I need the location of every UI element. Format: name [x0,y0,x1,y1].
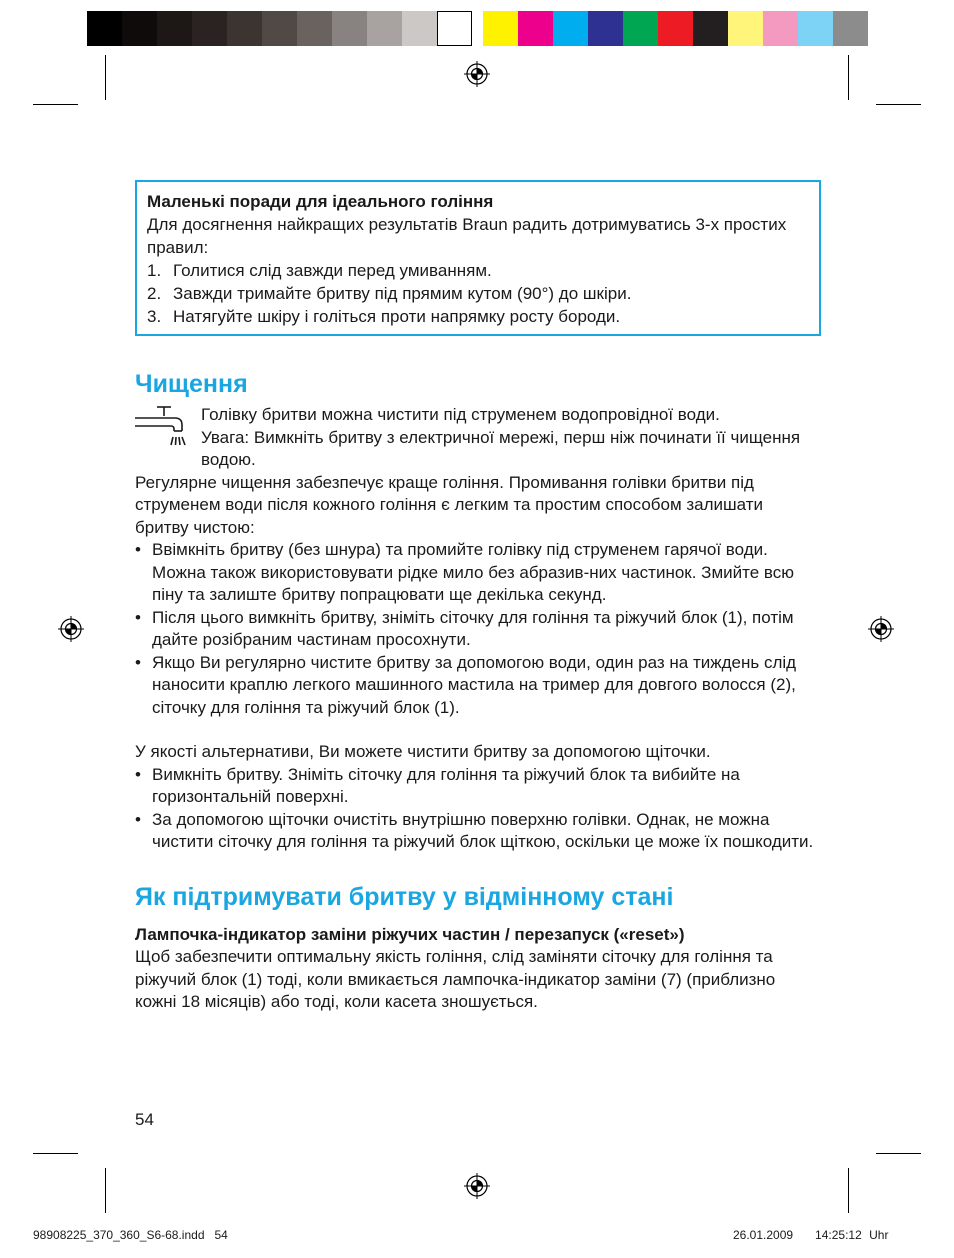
cleaning-heading: Чищення [135,370,248,398]
color-swatch [122,11,157,46]
color-swatch [227,11,262,46]
color-swatch [553,11,588,46]
color-swatch [518,11,553,46]
water-tap-icon [135,404,189,452]
color-swatch [192,11,227,46]
rule-number: 1. [147,261,162,280]
tap-text: Голівку бритви можна чистити під струменем водопровідної води. [201,405,720,424]
list-item-text: Ввімкніть бритву (без шнура) та промийте голівку під струменем гарячої води. Можна також використовувати рідке мило без абразив-них частинок. Змийте всю піну та залиште бритву попрацювати ще декілька секунд. [152,540,794,604]
list-item [135,652,821,720]
color-swatch [728,11,763,46]
tips-intro: Для досягнення найкращих результатів Braun радить дотримуватись 3-х простих правил: [147,215,787,257]
color-swatch [588,11,623,46]
list-item [135,539,821,607]
registration-mark-icon [58,616,84,642]
color-swatch [798,11,833,46]
color-swatch [402,11,437,46]
bullet-icon: • [135,540,141,559]
list-item-text: Після цього вимкніть бритву, зніміть сіточку для гоління та ріжучий блок (1), потім дайте розібраним частинам просохнути. [152,607,794,649]
tips-rule [147,259,809,282]
color-swatch [262,11,297,46]
color-swatch [157,11,192,46]
maintenance-text: Щоб забезпечити оптимальну якість гоління, слід заміняти сіточку для гоління та ріжучий блок (1) тоді, коли вмикається лампочка-індикатор заміни (7) (приблизно кожні 18 місяців) або тоді, коли касета зношується. [135,947,776,1011]
color-swatch [658,11,693,46]
tips-rule [147,305,809,328]
cleaning-intro: Регулярне чищення забезпечує краще гоління. Промивання голівки бритви під струменем води після кожного гоління є легким та простим способом залишати бритву чистою: [135,472,764,537]
color-swatch [297,11,332,46]
page-content [135,180,821,1014]
registration-mark-icon [464,61,490,87]
tips-rule [147,282,809,305]
list-item [135,809,821,854]
color-swatch [763,11,798,46]
list-item-text: За допомогою щіточки очистіть внутрішню поверхню голівки. Однак, не можна чистити сіточку для гоління та ріжучий блок щіткою, оскільки це може їх пошкодити. [152,809,814,851]
shaving-tips-box [135,180,821,336]
bullet-icon: • [135,652,141,672]
color-swatch [367,11,402,46]
color-swatch [437,11,472,46]
page-number: 54 [135,1110,154,1129]
list-item [135,607,821,652]
gray-calibration-bar [87,11,472,46]
rule-text: Голитися слід завжди перед умиванням. [173,261,492,280]
bullet-icon: • [135,764,141,784]
registration-mark-icon [464,1173,490,1199]
color-calibration-bar [483,11,868,46]
rule-number: 2. [147,284,162,303]
registration-mark-icon [868,616,894,642]
color-swatch [623,11,658,46]
maintenance-heading: Як підтримувати бритву у відмінному стані [135,882,674,911]
tap-instruction [135,404,821,472]
maintenance-subtitle: Лампочка-індикатор заміни ріжучих частин / перезапуск («reset») [135,924,685,944]
color-swatch [833,11,868,46]
rule-text: Натягуйте шкіру і голіться проти напрямку росту бороди. [173,307,621,326]
bullet-icon: • [135,809,141,829]
rule-text: Завжди тримайте бритву під прямим кутом (90°) до шкіри. [173,284,632,303]
footer-timestamp: 26.01.2009 14:25:12 Uhr [733,1228,889,1242]
cleaning-alternative: У якості альтернативи, Ви можете чистити бритву за допомогою щіточки. [135,742,711,761]
list-item-text: Якщо Ви регулярно чистите бритву за допомогою води, один раз на тиждень слід наносити краплю легкого машинного мастила на тример для довгого волосся (2), сіточку для гоління та ріжучий блок (1). [152,652,797,717]
color-swatch [483,11,518,46]
list-item-text: Вимкніть бритву. Зніміть сіточку для гоління та ріжучий блок та вибийте на горизонтальній поверхні. [152,764,740,806]
color-swatch [693,11,728,46]
list-item [135,764,821,809]
color-swatch [332,11,367,46]
color-swatch [87,11,122,46]
tips-title: Маленькі поради для ідеального гоління [147,192,494,211]
tap-warning: Увага: Вимкніть бритву з електричної мережі, перш ніж починати її чищення водою. [201,427,801,469]
footer-file-info: 98908225_370_360_S6-68.indd 54 [33,1228,228,1242]
bullet-icon: • [135,607,141,627]
rule-number: 3. [147,307,162,326]
